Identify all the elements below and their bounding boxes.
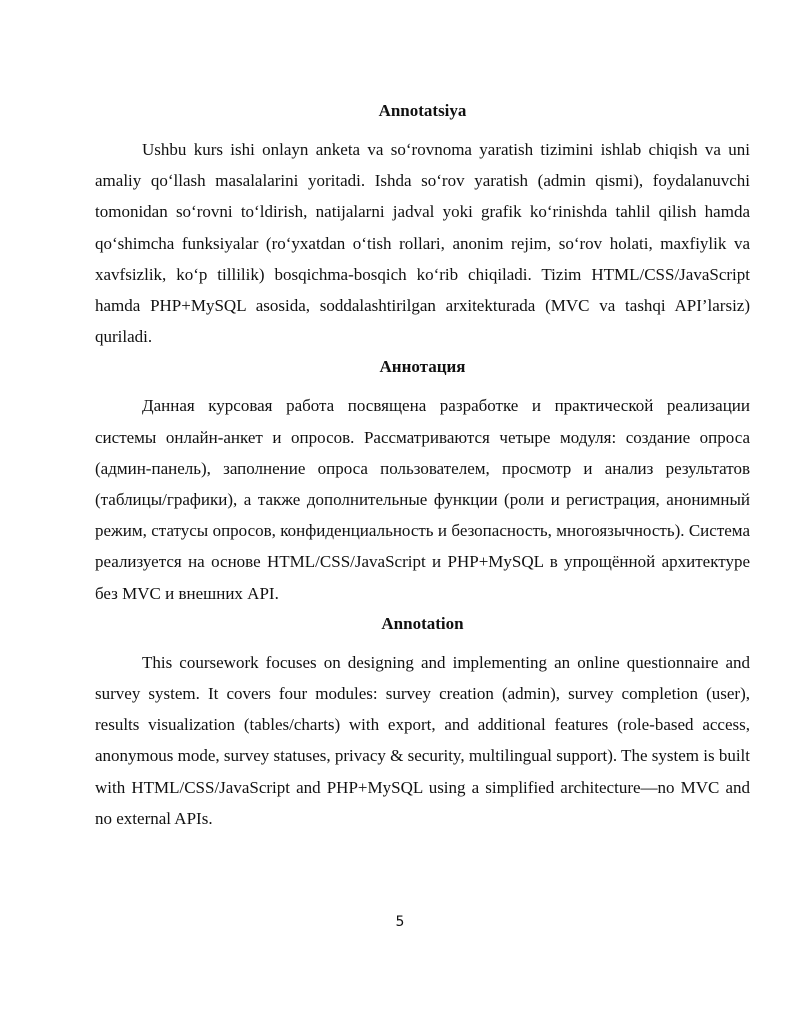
paragraph-uzbek: Ushbu kurs ishi onlayn anketa va so‘rovnoma yaratish tizimini ishlab chiqish va uni amaliy qo‘llash masalalarini yoritadi. Ishda so‘rov yaratish (admin qismi), foydalanuvchi tomonidan so‘rovni to‘ldirish, natijalarni jadval yoki grafik ko‘rinishda tahlil qilish hamda qo‘shimcha funksiyalar (ro‘yxatdan o‘tish rollari, anonim rejim, so‘rov holati, maxfiylik va xavfsizlik, ko‘p tillilik) bosqichma-bosqich ko‘rib chiqiladi. Tizim HTML/CSS/JavaScript hamda PHP+MySQL asosida, soddalashtirilgan arxitekturada (MVC va tashqi API’larsiz) quriladi. xyxy=(95,140,750,347)
heading-uzbek: Annotatsiya xyxy=(378,101,467,120)
heading-english: Annotation xyxy=(381,613,464,633)
heading-russian: Аннотация xyxy=(379,357,466,377)
paragraph-english: This coursework focuses on designing and implementing an online questionnaire and survey system. It covers four modules: survey creation (admin), survey completion (user), results visualization (tables/charts) with export, and additional features (role-based access, anonymous mode, survey statuses, privacy & security, multilingual support). The system is built with HTML/CSS/JavaScript and PHP+MySQL using a simplified architecture—no MVC and no external APIs. xyxy=(95,652,750,828)
page-number: 5 xyxy=(395,914,405,930)
paragraph-russian: Данная курсовая работа посвящена разработке и практической реализации системы онлайн-анкет и опросов. Рассматриваются четыре модуля: создание опроса (админ-панель), заполнение опроса пользователем, просмотр и анализ результатов (таблицы/графики), а также дополнительные функции (роли и регистрация, анонимный режим, статусы опросов, конфиденциальность и безопасность, многоязычность). Система реализуется на основе HTML/CSS/JavaScript и PHP+MySQL в упрощённой архитектуре без MVC и внешних API. xyxy=(95,396,750,603)
document-page xyxy=(95,96,750,834)
